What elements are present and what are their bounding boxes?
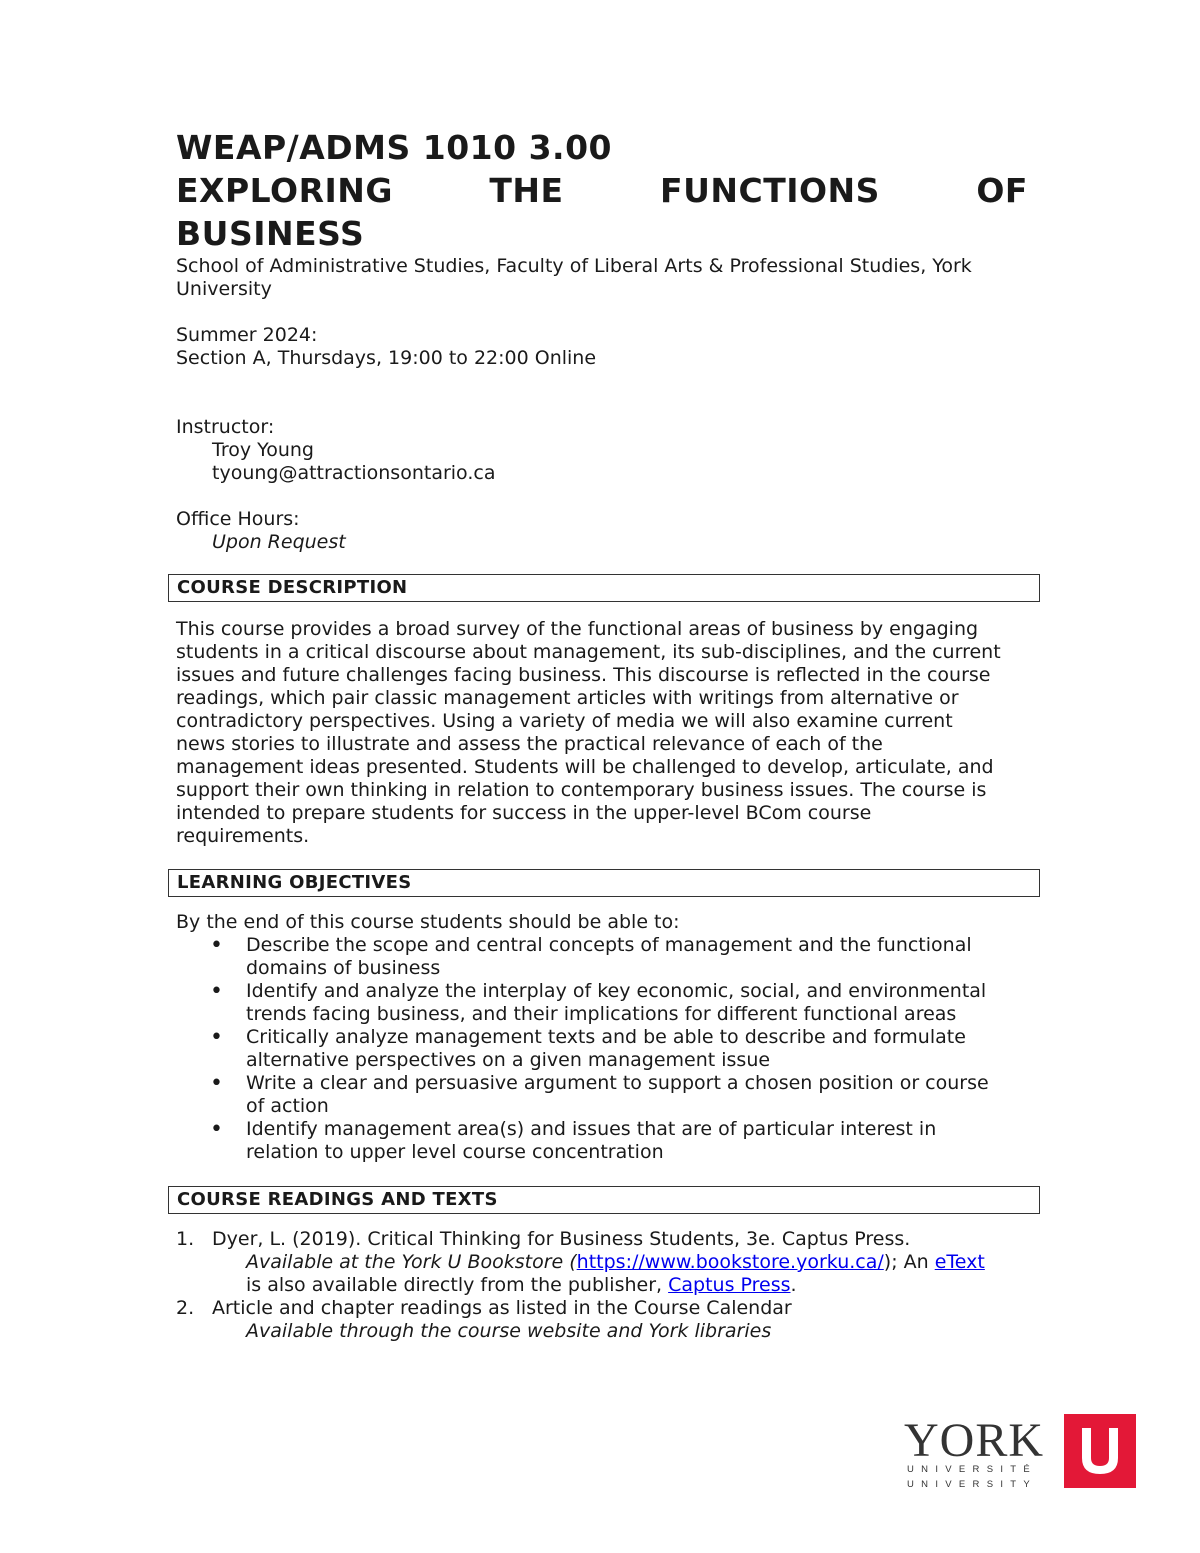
- description-line: intended to prepare students for success in the upper-level BCom course: [176, 802, 872, 824]
- instructor-name: Troy Young: [212, 439, 314, 461]
- title-word: OF: [976, 171, 1028, 210]
- school-line: School of Administrative Studies, Faculty of Liberal Arts & Professional Studies, York: [176, 255, 972, 277]
- availability-text: .: [790, 1274, 797, 1296]
- bookstore-link[interactable]: https://www.bookstore.yorku.ca/: [576, 1251, 884, 1273]
- list-item: [176, 1026, 1056, 1072]
- title-word: FUNCTIONS: [660, 171, 880, 210]
- course-description-body: [176, 618, 1056, 848]
- objective-line: • Write a clear and persuasive argument to support a chosen position or course: [246, 1072, 989, 1094]
- list-item: [176, 934, 1056, 980]
- york-logo-mark: [904, 1414, 1136, 1492]
- list-number: 2.: [176, 1297, 195, 1319]
- course-readings-body: [176, 1228, 1056, 1343]
- availability-text: ); An: [883, 1251, 935, 1273]
- captus-press-link[interactable]: Captus Press: [668, 1274, 791, 1296]
- logo-wordmark: YORK: [904, 1414, 1045, 1467]
- office-hours-value: Upon Request: [212, 531, 346, 553]
- logo-line-en: UNIVERSITY: [907, 1479, 1038, 1490]
- list-item: [176, 1118, 1056, 1164]
- readings-list: [176, 1228, 1056, 1343]
- instructor-label: Instructor:: [176, 416, 275, 438]
- reading-title: Dyer, L. (2019). Critical Thinking for Business Students, 3e. Captus Press.: [212, 1228, 911, 1250]
- course-name-line1: [176, 169, 1028, 212]
- list-item: [176, 1297, 1056, 1343]
- reading-availability: Available through the course website and York libraries: [246, 1320, 772, 1342]
- reading-availability: [212, 1251, 1056, 1274]
- objective-line: trends facing business, and their implications for different functional areas: [246, 1003, 957, 1025]
- learning-objectives-heading: LEARNING OBJECTIVES: [168, 869, 1040, 897]
- description-line: readings, which pair classic management articles with writings from alternative or: [176, 687, 959, 709]
- instructor-email: tyoung@attractionsontario.ca: [212, 462, 496, 484]
- objective-line: relation to upper level course concentration: [246, 1141, 664, 1163]
- office-hours-label: Office Hours:: [176, 508, 300, 530]
- availability-text: is also available directly from the publisher,: [246, 1274, 669, 1296]
- objective-line: • Describe the scope and central concepts of management and the functional: [246, 934, 972, 956]
- section-info: Section A, Thursdays, 19:00 to 22:00 Online: [176, 347, 597, 369]
- school-line: University: [176, 278, 272, 300]
- logo-line-fr: UNIVERSITÉ: [907, 1464, 1038, 1475]
- description-line: This course provides a broad survey of the functional areas of business by engaging: [176, 618, 979, 640]
- description-line: contradictory perspectives. Using a variety of media we will also examine current: [176, 710, 953, 732]
- description-line: students in a critical discourse about management, its sub-disciplines, and the current: [176, 641, 1001, 663]
- description-line: management ideas presented. Students will be challenged to develop, articulate, and: [176, 756, 994, 778]
- etext-link[interactable]: eText: [934, 1251, 985, 1273]
- list-item: [176, 980, 1056, 1026]
- description-line: news stories to illustrate and assess the practical relevance of each of the: [176, 733, 883, 755]
- list-number: 1.: [176, 1228, 195, 1250]
- objectives-intro: By the end of this course students should be able to:: [176, 911, 680, 933]
- course-readings-heading: COURSE READINGS AND TEXTS: [168, 1186, 1040, 1214]
- title-word: THE: [489, 171, 564, 210]
- objective-line: • Identify management area(s) and issues that are of particular interest in: [246, 1118, 937, 1140]
- course-description-heading: COURSE DESCRIPTION: [168, 574, 1040, 602]
- description-line: requirements.: [176, 825, 310, 847]
- list-item: [176, 1072, 1056, 1118]
- course-code: WEAP/ADMS 1010 3.00: [176, 128, 613, 167]
- objective-line: • Identify and analyze the interplay of key economic, social, and environmental: [246, 980, 987, 1002]
- york-university-logo: [904, 1414, 1136, 1492]
- availability-text: Available at the York U Bookstore (: [246, 1251, 577, 1273]
- learning-objectives-body: [176, 911, 1056, 1164]
- objective-line: alternative perspectives on a given management issue: [246, 1049, 771, 1071]
- objective-line: of action: [246, 1095, 329, 1117]
- objective-line: • Critically analyze management texts and be able to describe and formulate: [246, 1026, 966, 1048]
- title-word: EXPLORING: [176, 171, 393, 210]
- objectives-list: [176, 934, 1056, 1164]
- objective-line: domains of business: [246, 957, 441, 979]
- reading-title: Article and chapter readings as listed in the Course Calendar: [212, 1297, 792, 1319]
- course-title: [176, 126, 1028, 255]
- course-name-line2: BUSINESS: [176, 214, 365, 253]
- logo-u-background: [1064, 1414, 1136, 1488]
- description-line: issues and future challenges facing business. This discourse is reflected in the course: [176, 664, 991, 686]
- description-line: support their own thinking in relation to contemporary business issues. The course is: [176, 779, 987, 801]
- term-label: Summer 2024:: [176, 324, 318, 346]
- list-item: [176, 1228, 1056, 1297]
- reading-availability: [212, 1274, 1056, 1297]
